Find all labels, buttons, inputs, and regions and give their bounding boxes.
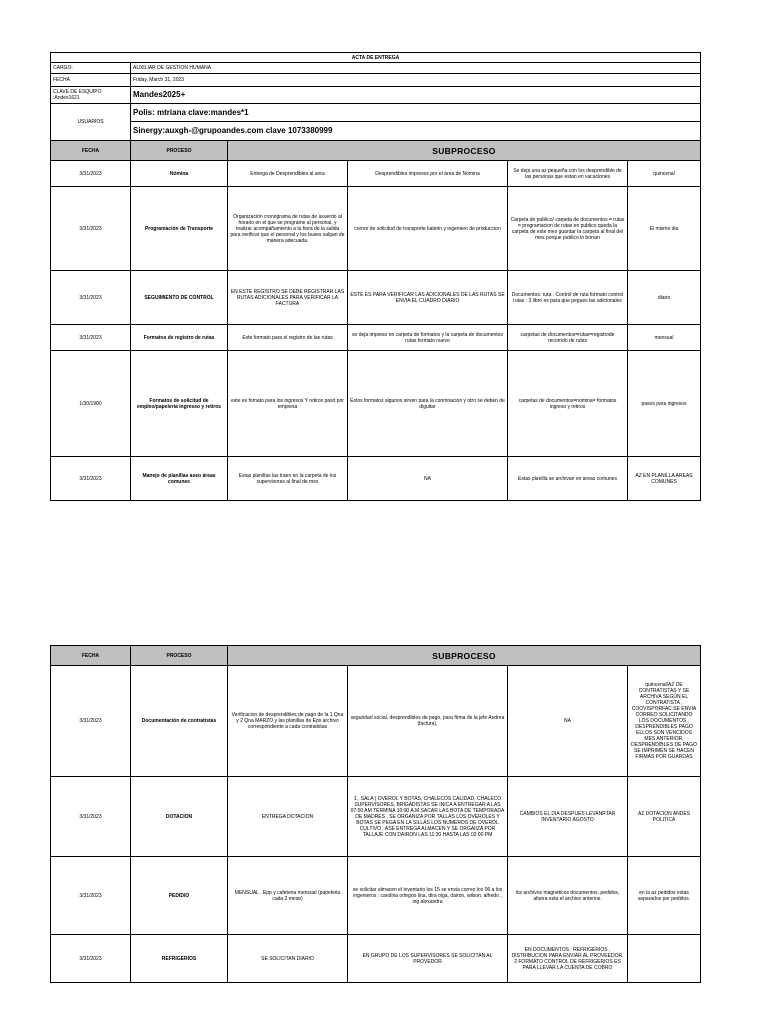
row-subproceso-1: SE SOLICITAN DIARIO bbox=[228, 935, 348, 983]
row-subproceso-2: NA bbox=[348, 457, 508, 501]
row-subproceso-2: se deja impreso en carpeta de formatos y la carpeta de documentos rutas formato nuevo bbox=[348, 325, 508, 351]
row-subproceso-1: este es fomato para los ingresos Y retiros pasó por empresa bbox=[228, 351, 348, 457]
row-proceso: Documentación de contratistas bbox=[131, 666, 228, 777]
header-proceso: PROCESO bbox=[131, 141, 228, 161]
cargo-label: CARGO: bbox=[51, 63, 131, 74]
table-row bbox=[51, 857, 701, 935]
header-fecha: FECHA bbox=[51, 646, 131, 666]
usuarios-label: USUARIOS bbox=[51, 104, 131, 141]
row-subproceso-4: diario bbox=[628, 271, 701, 325]
row-subproceso-3: NA bbox=[508, 666, 628, 777]
table-row bbox=[51, 935, 701, 983]
row-fecha: 3/31/2023 bbox=[51, 187, 131, 271]
row-subproceso-2: EN GRUPO DE LOS SUPERVISORES SE SOLICITAN AL PROVEDOR bbox=[348, 935, 508, 983]
table-row bbox=[51, 777, 701, 857]
row-fecha: 3/31/2023 bbox=[51, 457, 131, 501]
row-subproceso-3: CAMBIOS EL DIA DESPUES LEVANRTAR INVENTARIO AGOSTO bbox=[508, 777, 628, 857]
sinergy-value: Sinergy:auxgh-@grupoandes.com clave 1073380999 bbox=[131, 122, 701, 141]
row-proceso: DOTACION bbox=[131, 777, 228, 857]
row-fecha: 3/31/2023 bbox=[51, 935, 131, 983]
row-subproceso-1: ENTREGA DOTACION bbox=[228, 777, 348, 857]
row-subproceso-1: Entrega de Desprendibles al area bbox=[228, 161, 348, 187]
row-subproceso-1: Este formato para el registro de las rutas bbox=[228, 325, 348, 351]
row-proceso: Programación de Transporte bbox=[131, 187, 228, 271]
table-row bbox=[51, 187, 701, 271]
row-fecha: 3/31/2023 bbox=[51, 857, 131, 935]
row-fecha: 1/30/1900 bbox=[51, 351, 131, 457]
row-subproceso-1: EN ESTE REGISTRO SE DEBE REGISTRAR LAS RUTAS ADICIONALES PARA VERIFICAR LA FACTURA bbox=[228, 271, 348, 325]
row-subproceso-3: Documentos: ruta : Control de ruta formato control rutas : 3 libro es para que pegues las adicionales bbox=[508, 271, 628, 325]
acta-table bbox=[50, 52, 701, 501]
row-subproceso-1: MENSUAL . Epp y cafeteria mensual (papeleria cada 2 mese) bbox=[228, 857, 348, 935]
row-proceso: Formatos de solicitud de empleo/papeleria ingresso y retiros bbox=[131, 351, 228, 457]
row-subproceso-1: Verificacion de desprendibles de pago de la 1 Qna y 2 Qna MARZO y las planillas de Eps archivo correspondiente a cada contratistas bbox=[228, 666, 348, 777]
header-proceso: PROCESO bbox=[131, 646, 228, 666]
header-subproceso: SUBPROCESO bbox=[228, 141, 701, 161]
row-subproceso-3: los archivos magneticos documentos, pedidos, afuera esta el archivo anterios. bbox=[508, 857, 628, 935]
row-subproceso-4: El mismo dia bbox=[628, 187, 701, 271]
row-subproceso-1: Estas planillas las traen en la carpeta de los supervisores al final de mes bbox=[228, 457, 348, 501]
row-subproceso-2: Desprendibles impresos por el área de Nómina bbox=[348, 161, 508, 187]
table-row bbox=[51, 325, 701, 351]
row-proceso: SEGUIMIENTO DE CONTROL bbox=[131, 271, 228, 325]
clave-label: CLAVE DE ESQUIPO :Andes1621 bbox=[51, 87, 131, 104]
row-subproceso-4: AZ EN PLANILLA AREAS COMUNES bbox=[628, 457, 701, 501]
row-subproceso-2: se solicitar almacen el inventario los 15 se envia correo los 06 a los ingenieros : carolina ortegoo lina, dira olga, dairon, wilson, alfredo , ing alexandra bbox=[348, 857, 508, 935]
row-proceso: REFRIGERIOS bbox=[131, 935, 228, 983]
acta-title: ACTA DE ENTREGA bbox=[51, 53, 701, 63]
table-row bbox=[51, 271, 701, 325]
row-subproceso-3: Se deja una az pequeña con los desprendible de las personas que estan en vacaciones bbox=[508, 161, 628, 187]
row-subproceso-2: 1 , SALA ( OVEROL Y BOTAS, CHALECOS CALIDAD, CHALECO SUPERVISORES, BRIGADISTAS SE INICA A ENTREGAR A LAS 07:00 AM TERMINA 10:00 A.M SACAR LAS BOTA DE TEMPORADA DE MADRES , SE ORGANIZA POR TALLAS LOS OVEROLES Y BOTAS SE PEGA EN LA SILLAS LOS NUMEROS DE OVEROL CULTIVO : ASE ENTREGA ALMACEN Y SE ORGAIIZA POR TALLAJE CON DAIRON LAS 11:30 HASTA LAS 02:00 PM bbox=[348, 777, 508, 857]
row-subproceso-2: correo de solicitud de transporte katerin y ingeniero de produccion bbox=[348, 187, 508, 271]
row-subproceso-2: ESTE ES PARA VERIFICAR LAS ADICIONALES DE LAS RUTAS SE ENVIA EL CUADRO DIARIO bbox=[348, 271, 508, 325]
polis-value: Polis: mtriana clave:mandes*1 bbox=[131, 104, 701, 122]
row-proceso: PEDIDIO bbox=[131, 857, 228, 935]
cargo-value: AUXILIAR DE GESTION HUMANA bbox=[131, 63, 701, 74]
row-subproceso-3: EN DOCUMENTOS : REFRIGERIOS , DISTRIBUCION PARA ENVIAR AL PROVEEDOR, 2 FORMATO CONTROL DE REFRIGERIOS ES PARA LLEVAR LA CUENTA DE COBRO bbox=[508, 935, 628, 983]
row-subproceso-4: pasos para ingresos bbox=[628, 351, 701, 457]
row-subproceso-4: AZ DOTACION ANDES POLITICA bbox=[628, 777, 701, 857]
row-subproceso-3: carpetas de documentos=rutas=registrode recorrido de rutas bbox=[508, 325, 628, 351]
table-row bbox=[51, 161, 701, 187]
row-subproceso-3: carpetas de documentos=nomina= formatos ingreso y retiros bbox=[508, 351, 628, 457]
row-proceso: Nómina bbox=[131, 161, 228, 187]
row-fecha: 3/31/2023 bbox=[51, 271, 131, 325]
fecha-value: Friday, March 31, 2023 bbox=[131, 74, 701, 87]
row-subproceso-4 bbox=[628, 935, 701, 983]
table-row bbox=[51, 351, 701, 457]
row-subproceso-3: Estas planilla se archivan en areas comunes bbox=[508, 457, 628, 501]
row-fecha: 3/31/2023 bbox=[51, 161, 131, 187]
clave-value: Mandes2025+ bbox=[131, 87, 701, 104]
row-subproceso-4: en la az pedidos estas separados por pedidos. bbox=[628, 857, 701, 935]
row-subproceso-2: Estos formatos algunos sirven para la conmnacion y otro se deben de diguitar bbox=[348, 351, 508, 457]
row-subproceso-4: mensual bbox=[628, 325, 701, 351]
fecha-label: FECHA bbox=[51, 74, 131, 87]
row-fecha: 3/31/2023 bbox=[51, 777, 131, 857]
table-row bbox=[51, 666, 701, 777]
row-subproceso-3: Carpeta de publico/ carpeta de documentos = rutas = programacion de rutas en publico queda la carpeta de este mes guardar la carpeta al final del mes porque publico lo borran bbox=[508, 187, 628, 271]
row-subproceso-4: quincenal/AZ DE CONTRATISTAS Y SE ARCHIVA SEGÚN EL CONTRATISTA , COOVISPORFAC SE ENVIA CORREO SOLICITANDO LOS DOCUMENTOS , DESPRENDIBLES PAGO ELLOS SON VENCIDOS MES ANTERIOR, DESPRENDIBLES DE PAGO SE IMPRIMEN SE HACEN FIRMAS POR GUARDAS bbox=[628, 666, 701, 777]
row-subproceso-2: seguridad social, desprendibles de pago, para firma de la jefe Andrea (factura), bbox=[348, 666, 508, 777]
table-row bbox=[51, 457, 701, 501]
row-proceso: Manejo de planillas aseo áreas comunes bbox=[131, 457, 228, 501]
row-subproceso-1: Organización cronograma de rutas de asuerdo al horario en el que se programe al personal, y realizar acompañamiento a la hora de la salida para verificar que el personal y los buses salgan de manera adecuada. bbox=[228, 187, 348, 271]
header-fecha: FECHA bbox=[51, 141, 131, 161]
row-fecha: 3/31/2023 bbox=[51, 325, 131, 351]
row-fecha: 3/31/2023 bbox=[51, 666, 131, 777]
row-proceso: Formatos de registro de rutas bbox=[131, 325, 228, 351]
row-subproceso-4: quincenal bbox=[628, 161, 701, 187]
subproceso-table bbox=[50, 645, 701, 983]
header-subproceso: SUBPROCESO bbox=[228, 646, 701, 666]
